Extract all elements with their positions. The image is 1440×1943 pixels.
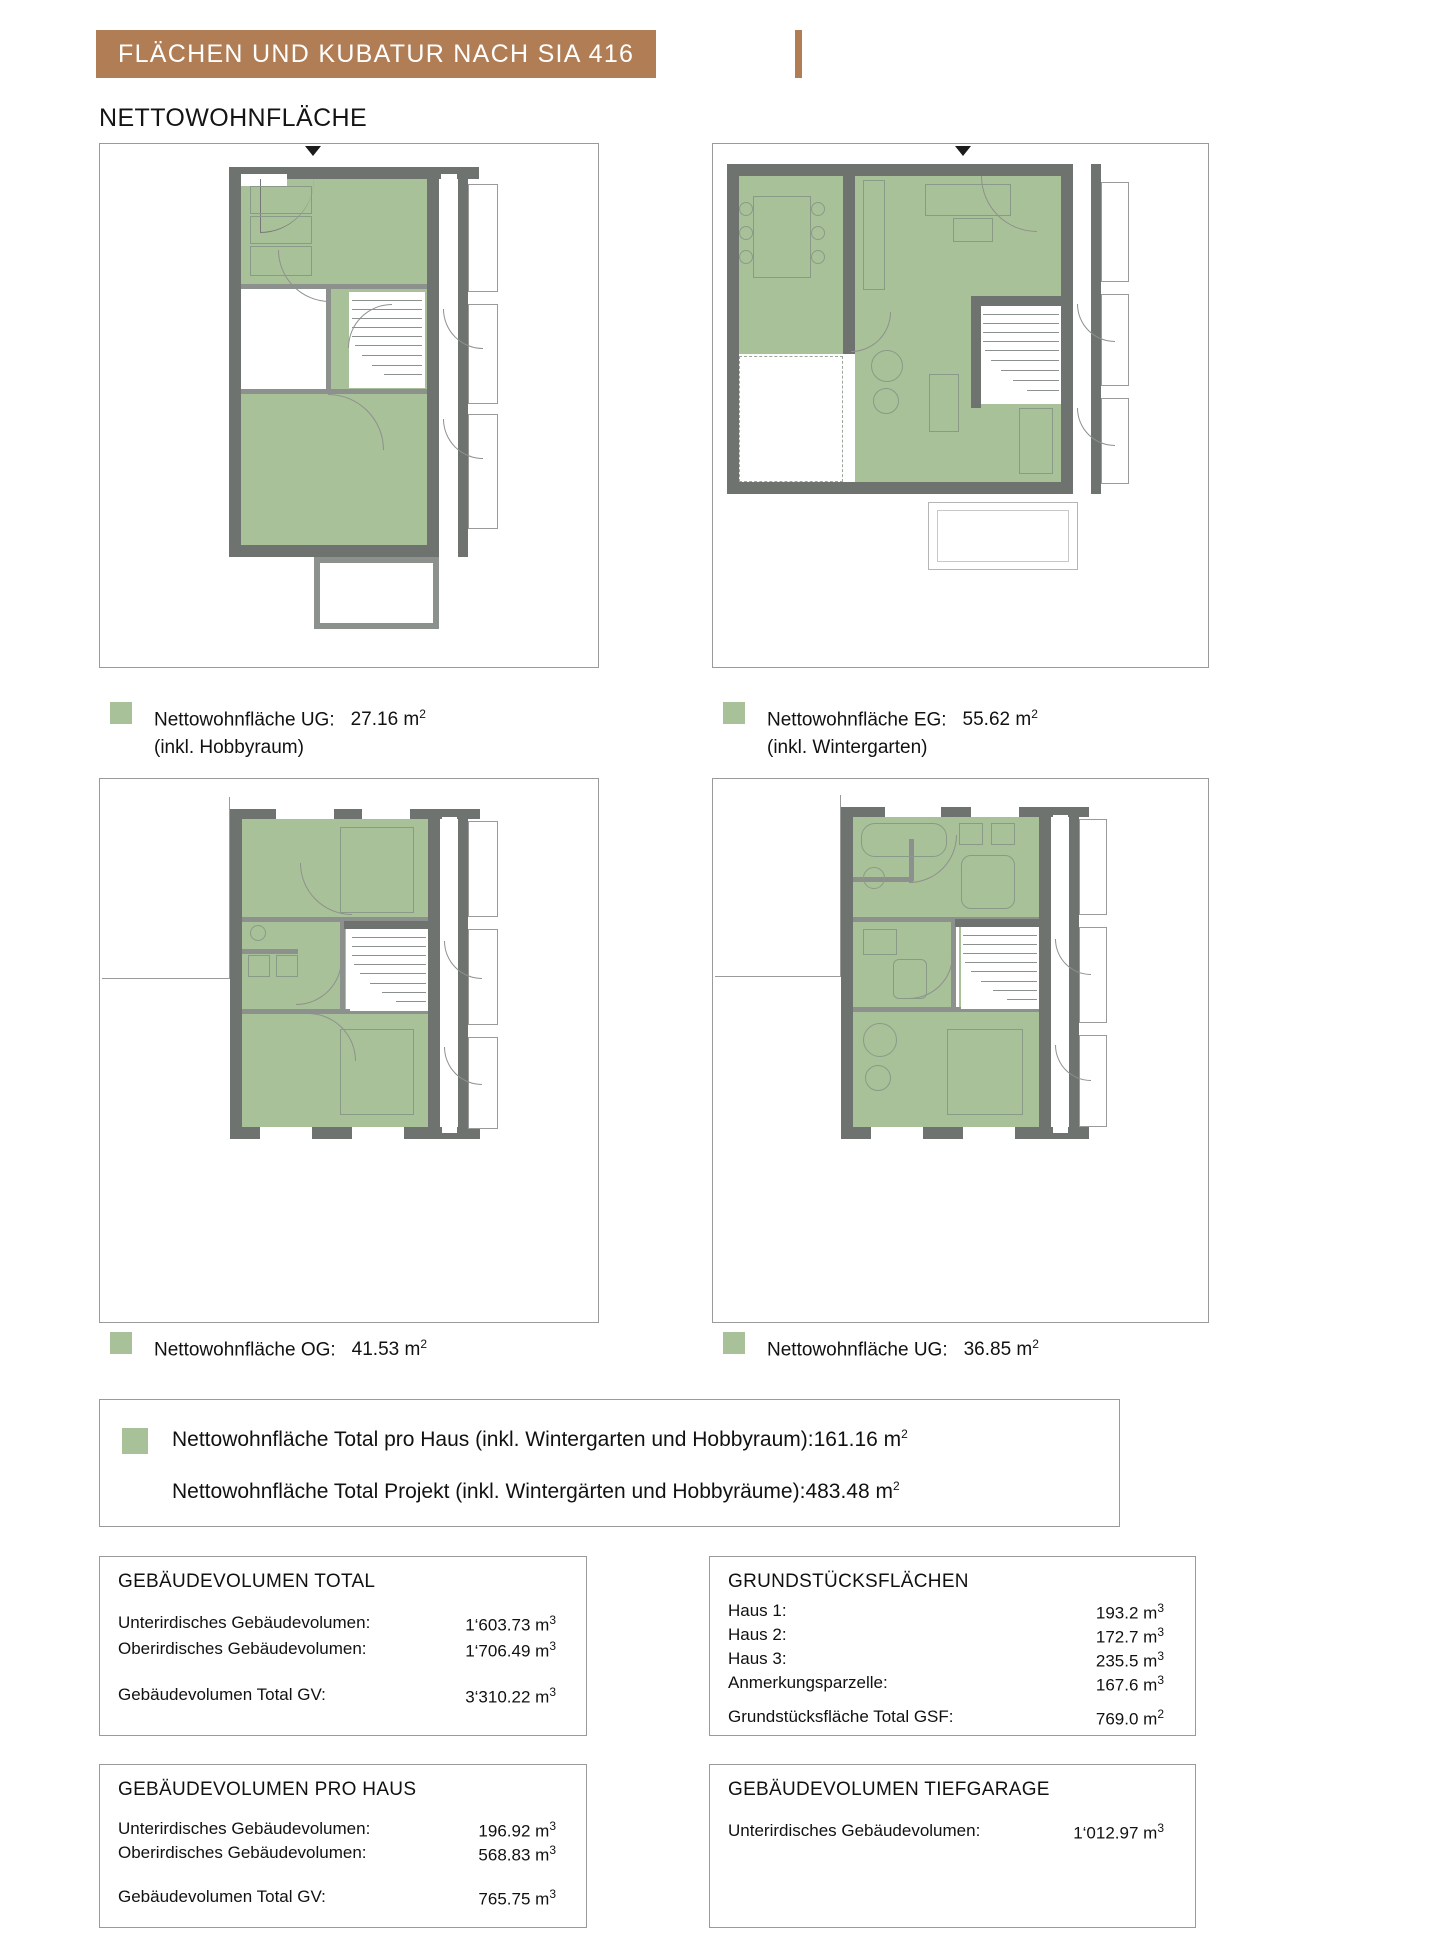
entry-arrow-icon xyxy=(305,146,321,156)
row-unit: 3 xyxy=(1157,1649,1164,1663)
totals-unit-project: 2 xyxy=(893,1479,900,1493)
banner-title: FLÄCHEN UND KUBATUR NACH SIA 416 xyxy=(118,39,635,68)
box-gebaeudevolumen-total xyxy=(99,1556,587,1736)
legend-value-ug: 27.16 m xyxy=(350,709,420,731)
legend-value-og: 41.53 m xyxy=(351,1339,421,1361)
totals-label-per-house: Nettowohnfläche Total pro Haus (inkl. Wintergarten und Hobbyraum): xyxy=(172,1428,814,1451)
row-value: 172.7 $m^3$ xyxy=(1095,1625,1164,1647)
row-value: 167.6 $m^3$ xyxy=(1095,1673,1164,1695)
row-value: 235.5 $m^3$ xyxy=(1095,1649,1164,1671)
row-value: 3‘310.22 $m^3$ xyxy=(465,1685,556,1707)
row-unit: 2 xyxy=(1157,1707,1164,1721)
legend-swatch-icon xyxy=(723,1332,745,1354)
totals-summary-box xyxy=(99,1399,1120,1527)
legend-label-og: Nettowohnfläche OG: xyxy=(154,1339,336,1361)
totals-unit-per-house: 2 xyxy=(901,1427,908,1441)
legend-ug-second xyxy=(723,1330,1039,1364)
row-label: Haus 2: xyxy=(728,1625,787,1644)
box-gebaeudevolumen-pro-haus xyxy=(99,1764,587,1928)
legend-unit-ug: 2 xyxy=(419,707,426,721)
row-value: 769.0 $m^2$ xyxy=(1095,1707,1164,1729)
row-label: Oberirdisches Gebäudevolumen: xyxy=(118,1639,367,1658)
row-unit: 3 xyxy=(549,1613,556,1627)
row-unit: 3 xyxy=(1157,1673,1164,1687)
floorplan-ug-basement xyxy=(99,143,599,668)
totals-label-project: Nettowohnfläche Total Projekt (inkl. Wintergärten und Hobbyräume): xyxy=(172,1480,806,1503)
row-label: Haus 1: xyxy=(728,1601,787,1620)
totals-value-project: 483.48 m xyxy=(805,1480,893,1503)
legend-eg-ground xyxy=(723,700,1038,762)
row-label: Unterirdisches Gebäudevolumen: xyxy=(728,1821,981,1840)
box-title: GEBÄUDEVOLUMEN TIEFGARAGE xyxy=(728,1779,1050,1800)
legend-note-ug: (inkl. Hobbyraum) xyxy=(154,737,304,759)
page-banner xyxy=(96,30,656,78)
row-unit: 3 xyxy=(549,1819,556,1833)
row-label: Gebäudevolumen Total GV: xyxy=(118,1685,326,1704)
row-value: 1‘706.49 $m^3$ xyxy=(465,1639,556,1661)
totals-line-project xyxy=(172,1479,900,1504)
row-value: 196.92 $m^3$ xyxy=(478,1819,556,1841)
totals-swatch-icon xyxy=(122,1428,148,1454)
legend-label-ug2: Nettowohnfläche UG: xyxy=(767,1339,948,1361)
legend-swatch-icon xyxy=(110,1332,132,1354)
legend-ug-basement xyxy=(110,700,426,762)
row-label: Unterirdisches Gebäudevolumen: xyxy=(118,1819,371,1838)
legend-swatch-icon xyxy=(723,702,745,724)
row-value: 1‘603.73 $m^3$ xyxy=(465,1613,556,1635)
row-label: Gebäudevolumen Total GV: xyxy=(118,1887,326,1906)
box-grundstuecksflaechen xyxy=(709,1556,1196,1736)
legend-swatch-icon xyxy=(110,702,132,724)
row-label: Unterirdisches Gebäudevolumen: xyxy=(118,1613,371,1632)
page-title: NETTOWOHNFLÄCHE xyxy=(99,104,368,132)
totals-value-per-house: 161.16 m xyxy=(813,1428,902,1451)
banner-accent-edge xyxy=(795,30,802,78)
row-value: 1‘012.97 $m^3$ xyxy=(1073,1821,1164,1843)
row-unit: 3 xyxy=(1157,1821,1164,1835)
row-value: 193.2 $m^3$ xyxy=(1095,1601,1164,1623)
row-value: 765.75 $m^3$ xyxy=(478,1887,556,1909)
row-label: Oberirdisches Gebäudevolumen: xyxy=(118,1843,367,1862)
legend-value-eg: 55.62 m xyxy=(962,709,1032,731)
floorplan-og-upper xyxy=(99,778,599,1323)
row-unit: 3 xyxy=(549,1887,556,1901)
legend-note-eg: (inkl. Wintergarten) xyxy=(767,737,928,759)
row-unit: 3 xyxy=(549,1843,556,1857)
legend-label-eg: Nettowohnfläche EG: xyxy=(767,709,947,731)
totals-line-per-house xyxy=(172,1427,908,1452)
box-title: GRUNDSTÜCKSFLÄCHEN xyxy=(728,1571,969,1592)
legend-value-ug2: 36.85 m xyxy=(963,1339,1033,1361)
row-unit: 3 xyxy=(549,1685,556,1699)
box-gebaeudevolumen-tiefgarage xyxy=(709,1764,1196,1928)
legend-label-ug: Nettowohnfläche UG: xyxy=(154,709,335,731)
legend-unit-eg: 2 xyxy=(1031,707,1038,721)
row-label: Grundstücksfläche Total GSF: xyxy=(728,1707,954,1726)
row-label: Anmerkungsparzelle: xyxy=(728,1673,888,1692)
row-label: Haus 3: xyxy=(728,1649,787,1668)
entry-arrow-icon xyxy=(955,146,971,156)
legend-og-upper xyxy=(110,1330,427,1364)
floorplan-ug-second xyxy=(712,778,1209,1323)
box-title: GEBÄUDEVOLUMEN TOTAL xyxy=(118,1571,376,1592)
box-title: GEBÄUDEVOLUMEN PRO HAUS xyxy=(118,1779,417,1800)
floorplan-eg-ground xyxy=(712,143,1209,668)
row-value: 568.83 $m^3$ xyxy=(478,1843,556,1865)
row-unit: 3 xyxy=(1157,1601,1164,1615)
row-unit: 3 xyxy=(1157,1625,1164,1639)
legend-unit-og: 2 xyxy=(420,1337,427,1351)
row-unit: 3 xyxy=(549,1639,556,1653)
legend-unit-ug2: 2 xyxy=(1032,1337,1039,1351)
